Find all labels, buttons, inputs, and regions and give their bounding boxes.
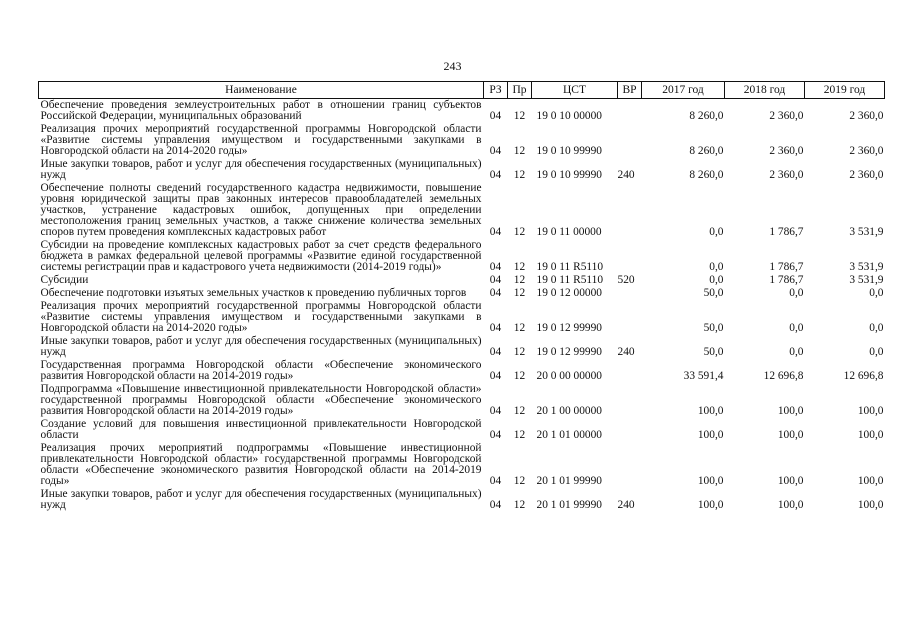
table-row bbox=[39, 274, 885, 287]
row-2019: 100,0 bbox=[857, 499, 884, 511]
column-header-cst: ЦСТ bbox=[532, 82, 618, 99]
row-2018: 1 786,7 bbox=[769, 226, 804, 238]
row-vr bbox=[618, 123, 642, 158]
row-pr: 12 bbox=[513, 475, 526, 487]
row-rz: 04 bbox=[489, 145, 502, 157]
row-2019: 0,0 bbox=[869, 287, 884, 299]
row-2017: 100,0 bbox=[697, 429, 724, 441]
row-cst: 19 0 12 00000 bbox=[536, 287, 602, 299]
row-cst: 20 1 00 00000 bbox=[536, 405, 602, 417]
row-name: Субсидии на проведение комплексных кадастровых работ за счет средств федерального бюджета в рамках федеральной целевой программы «Развитие единой государственной системы регистрации прав и кадастрового учета недвижимости (2014-2019 годы)» bbox=[40, 239, 482, 273]
row-name: Иные закупки товаров, работ и услуг для обеспечения государственных (муниципальных) нужд bbox=[40, 158, 482, 181]
row-cst: 20 0 00 00000 bbox=[536, 370, 602, 382]
table-row bbox=[39, 287, 885, 300]
table-row bbox=[39, 383, 885, 418]
row-rz: 04 bbox=[489, 346, 502, 358]
row-name: Обеспечение полноты сведений государственного кадастра недвижимости, повышение уровня юридической защиты прав законных интересов правообладателей земельных участков, устранение кадастровых ошибок, допущенных при определении местоположения границ земельных участков, а также снижение количества земельных споров путем проведения комплексных кадастровых работ bbox=[40, 182, 482, 238]
row-rz: 04 bbox=[489, 499, 502, 511]
row-rz: 04 bbox=[489, 370, 502, 382]
row-cst: 20 1 01 99990 bbox=[536, 475, 602, 487]
row-2019: 0,0 bbox=[869, 346, 884, 358]
row-rz: 04 bbox=[489, 169, 502, 181]
row-rz: 04 bbox=[489, 110, 502, 122]
row-2019: 100,0 bbox=[857, 429, 884, 441]
row-cst: 19 0 10 00000 bbox=[536, 110, 602, 122]
row-2018: 0,0 bbox=[789, 346, 804, 358]
column-header-2017: 2017 год bbox=[642, 82, 725, 99]
row-pr: 12 bbox=[513, 226, 526, 238]
row-2017: 8 260,0 bbox=[689, 110, 724, 122]
row-name: Реализация прочих мероприятий государственной программы Новгородской области «Развитие системы управления имуществом и государственными закупками в Новгородской области на 2014-2020 годы» bbox=[40, 123, 482, 157]
row-pr: 12 bbox=[513, 169, 526, 181]
row-2017: 100,0 bbox=[697, 405, 724, 417]
table-row bbox=[39, 335, 885, 359]
row-2018: 1 786,7 bbox=[769, 261, 804, 273]
row-pr: 12 bbox=[513, 261, 526, 273]
page-number: 243 bbox=[443, 59, 462, 73]
row-2018: 100,0 bbox=[777, 405, 804, 417]
row-2018: 2 360,0 bbox=[769, 110, 804, 122]
table-row bbox=[39, 442, 885, 488]
row-2019: 100,0 bbox=[857, 405, 884, 417]
column-header-rz: РЗ bbox=[484, 82, 508, 99]
row-2017: 100,0 bbox=[697, 499, 724, 511]
row-2019: 12 696,8 bbox=[843, 370, 884, 382]
row-2018: 100,0 bbox=[777, 429, 804, 441]
row-rz: 04 bbox=[489, 261, 502, 273]
table-row bbox=[39, 239, 885, 274]
row-2017: 0,0 bbox=[709, 226, 724, 238]
row-name: Создание условий для повышения инвестиционной привлекательности Новгородской области bbox=[40, 418, 482, 441]
table-row bbox=[39, 300, 885, 335]
row-name: Реализация прочих мероприятий подпрограммы «Повышение инвестиционной привлекательности Новгородской области» государственной программы Новгородской области «Обеспечение экономического развития Новгородской области на 2014-2019 годы» bbox=[40, 442, 482, 487]
row-name: Реализация прочих мероприятий государственной программы Новгородской области «Развитие системы управления имуществом и государственными закупками в Новгородской области на 2014-2020 годы» bbox=[40, 300, 482, 334]
table-body bbox=[39, 99, 885, 513]
row-vr bbox=[618, 418, 642, 442]
row-2019: 0,0 bbox=[869, 322, 884, 334]
row-pr: 12 bbox=[513, 429, 526, 441]
row-cst: 19 0 10 99990 bbox=[536, 145, 602, 157]
row-vr: 240 bbox=[617, 499, 635, 511]
budget-table bbox=[38, 81, 885, 512]
row-vr bbox=[618, 383, 642, 418]
row-2019: 3 531,9 bbox=[849, 274, 884, 286]
row-2018: 2 360,0 bbox=[769, 169, 804, 181]
row-cst: 19 0 12 99990 bbox=[536, 346, 602, 358]
row-vr bbox=[618, 182, 642, 239]
row-2018: 100,0 bbox=[777, 499, 804, 511]
row-rz: 04 bbox=[489, 429, 502, 441]
row-2017: 50,0 bbox=[703, 287, 724, 299]
row-vr bbox=[618, 99, 642, 124]
table-row bbox=[39, 123, 885, 158]
row-cst: 20 1 01 00000 bbox=[536, 429, 602, 441]
row-cst: 20 1 01 99990 bbox=[536, 499, 602, 511]
row-cst: 19 0 10 99990 bbox=[536, 169, 602, 181]
row-2018: 12 696,8 bbox=[763, 370, 804, 382]
row-pr: 12 bbox=[513, 405, 526, 417]
row-2019: 3 531,9 bbox=[849, 261, 884, 273]
row-2017: 100,0 bbox=[697, 475, 724, 487]
column-header-name: Наименование bbox=[39, 82, 484, 99]
row-rz: 04 bbox=[489, 405, 502, 417]
table-header-row bbox=[39, 82, 885, 99]
row-2018: 0,0 bbox=[789, 287, 804, 299]
row-pr: 12 bbox=[513, 370, 526, 382]
row-name: Иные закупки товаров, работ и услуг для обеспечения государственных (муниципальных) нужд bbox=[40, 488, 482, 511]
row-2019: 2 360,0 bbox=[849, 110, 884, 122]
row-pr: 12 bbox=[513, 346, 526, 358]
table-row bbox=[39, 488, 885, 512]
row-cst: 19 0 12 99990 bbox=[536, 322, 602, 334]
row-vr: 240 bbox=[617, 169, 635, 181]
row-2017: 50,0 bbox=[703, 322, 724, 334]
table-row bbox=[39, 359, 885, 383]
row-name: Обеспечение проведения землеустроительных работ в отношении границ субъектов Российской Федерации, муниципальных образований bbox=[40, 99, 482, 122]
row-2018: 2 360,0 bbox=[769, 145, 804, 157]
row-name: Государственная программа Новгородской области «Обеспечение экономического развития Новгородской области на 2014-2019 годы» bbox=[40, 359, 482, 382]
row-rz: 04 bbox=[489, 274, 502, 286]
table-row bbox=[39, 158, 885, 182]
row-2017: 0,0 bbox=[709, 274, 724, 286]
column-header-vr: ВР bbox=[618, 82, 642, 99]
column-header-2018: 2018 год bbox=[725, 82, 805, 99]
row-rz: 04 bbox=[489, 475, 502, 487]
row-2018: 0,0 bbox=[789, 322, 804, 334]
row-name: Подпрограмма «Повышение инвестиционной привлекательности Новгородской области» государственной программы Новгородской области «Обеспечение экономического развития Новгородской области на 2014-2019 годы» bbox=[40, 383, 482, 417]
row-pr: 12 bbox=[513, 110, 526, 122]
row-2017: 8 260,0 bbox=[689, 145, 724, 157]
row-pr: 12 bbox=[513, 274, 526, 286]
row-2018: 100,0 bbox=[777, 475, 804, 487]
row-vr: 240 bbox=[617, 346, 635, 358]
row-2018: 1 786,7 bbox=[769, 274, 804, 286]
row-vr bbox=[618, 287, 642, 300]
row-name: Субсидии bbox=[40, 274, 89, 286]
row-vr bbox=[618, 239, 642, 274]
column-header-2019: 2019 год bbox=[805, 82, 885, 99]
row-rz: 04 bbox=[489, 322, 502, 334]
table-row bbox=[39, 99, 885, 124]
row-2019: 3 531,9 bbox=[849, 226, 884, 238]
row-name: Иные закупки товаров, работ и услуг для обеспечения государственных (муниципальных) нужд bbox=[40, 335, 482, 358]
row-cst: 19 0 11 00000 bbox=[536, 226, 602, 238]
row-pr: 12 bbox=[513, 322, 526, 334]
row-vr: 520 bbox=[617, 274, 635, 286]
row-rz: 04 bbox=[489, 287, 502, 299]
row-vr bbox=[618, 300, 642, 335]
row-cst: 19 0 11 R5110 bbox=[536, 274, 604, 286]
column-header-pr: Пр bbox=[508, 82, 532, 99]
row-rz: 04 bbox=[489, 226, 502, 238]
row-pr: 12 bbox=[513, 287, 526, 299]
row-2019: 100,0 bbox=[857, 475, 884, 487]
row-pr: 12 bbox=[513, 499, 526, 511]
row-2017: 8 260,0 bbox=[689, 169, 724, 181]
row-2019: 2 360,0 bbox=[849, 145, 884, 157]
row-vr bbox=[618, 359, 642, 383]
row-2017: 33 591,4 bbox=[683, 370, 724, 382]
row-2017: 0,0 bbox=[709, 261, 724, 273]
row-vr bbox=[618, 442, 642, 488]
row-name: Обеспечение подготовки изъятых земельных участков к проведению публичных торгов bbox=[40, 287, 467, 299]
row-cst: 19 0 11 R5110 bbox=[536, 261, 604, 273]
row-pr: 12 bbox=[513, 145, 526, 157]
row-2019: 2 360,0 bbox=[849, 169, 884, 181]
table-row bbox=[39, 418, 885, 442]
row-2017: 50,0 bbox=[703, 346, 724, 358]
table-row bbox=[39, 182, 885, 239]
